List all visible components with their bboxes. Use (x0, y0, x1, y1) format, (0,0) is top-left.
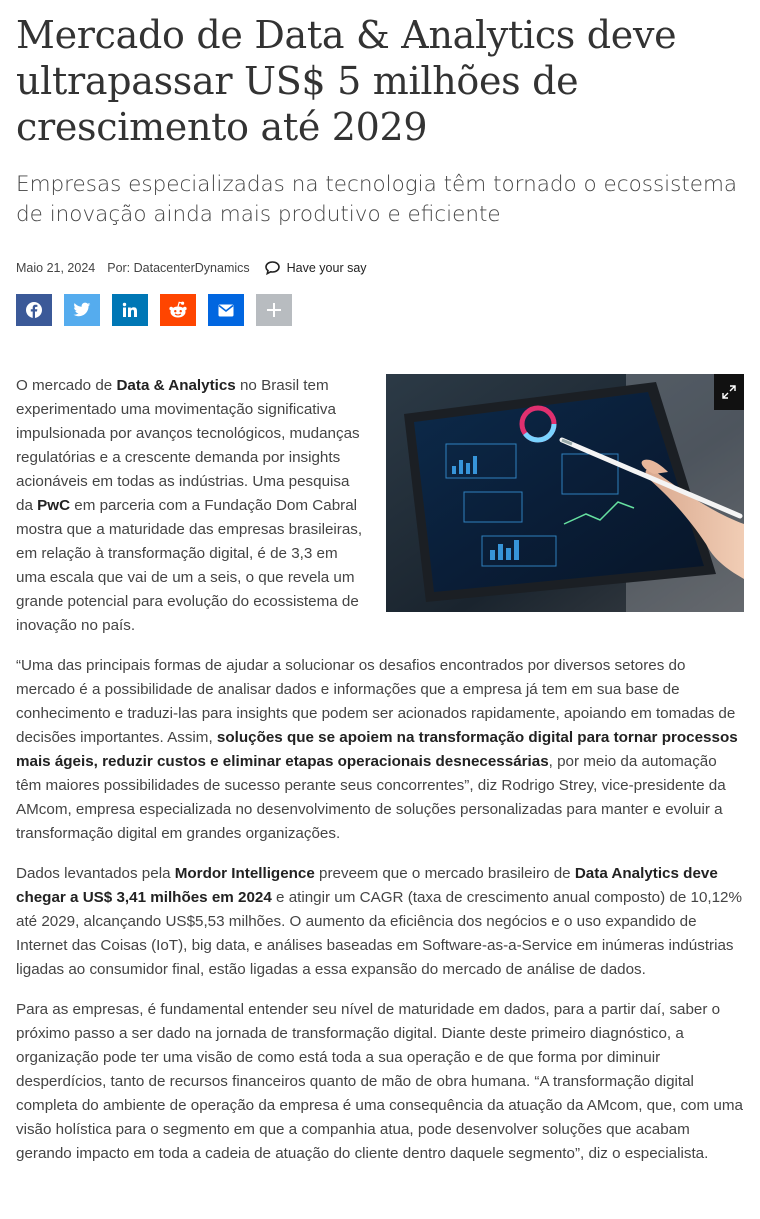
expand-image-button[interactable] (714, 374, 744, 410)
share-email-button[interactable] (208, 294, 244, 326)
share-reddit-button[interactable] (160, 294, 196, 326)
bold-run: Data Analytics deve chegar a US$ 3,41 milhões em 2024 (16, 865, 718, 906)
share-linkedin-button[interactable] (112, 294, 148, 326)
text-run: preveem que o mercado brasileiro de (314, 865, 575, 882)
text-run: O mercado de (16, 377, 117, 394)
bold-run: PwC (37, 497, 71, 514)
comments-label: Have your say (286, 261, 367, 275)
article-subtitle: Empresas especializadas na tecnologia têm tornado o ecossistema de inovação ainda mais produtivo e eficiente (16, 172, 738, 227)
text-run: , por meio da automação têm maiores possibilidades de sucesso perante seus concorrentes”, diz Rodrigo Strey, vice-presidente da AMcom, empresa especializada no desenvolvimento de soluções personalizadas para manter e evoluir a transformação digital em grandes organizações. (16, 753, 726, 842)
text-run: no Brasil tem experimentado uma movimentação significativa impulsionada por avanços tecnológicos, mudanças regulatórias e a crescente demanda por insights acionáveis em todas as indústrias. Uma pesquisa da (16, 377, 360, 514)
tablet-analytics-photo (386, 374, 744, 612)
author-byline: Por: DatacenterDynamics (107, 261, 250, 275)
email-icon (218, 304, 234, 317)
article-container (16, 10, 744, 1166)
share-facebook-button[interactable] (16, 294, 52, 326)
article-title: Mercado de Data & Analytics deve ultrapassar US$ 5 milhões de crescimento até 2029 (16, 13, 677, 149)
share-twitter-button[interactable] (64, 294, 100, 326)
expand-icon (722, 385, 736, 399)
text-run: “Uma das principais formas de ajudar a solucionar os desafios encontrados por diversos setores do mercado é a possibilidade de analisar dados e informações que a empresa já tem em sua base de conhecimento e traduzi-las para insights que podem ser acionados rapidamente, apoiando em tomadas de decisões importantes. Assim, (16, 657, 736, 746)
publish-date: Maio 21, 2024 (16, 261, 96, 275)
more-icon (267, 303, 281, 317)
comment-icon (264, 260, 281, 276)
bold-run: soluções que se apoiem na transformação digital para tornar processos mais ágeis, reduzir custos e eliminar etapas operacionais desnecessárias (16, 729, 738, 770)
facebook-icon (25, 301, 43, 319)
paragraph-3 (16, 862, 744, 982)
article-body (16, 374, 744, 1166)
share-more-button[interactable] (256, 294, 292, 326)
text-run: em parceria com a Fundação Dom Cabral mostra que a maturidade das empresas brasileiras, em relação à transformação digital, é de 3,3 em uma escala que vai de um a seis, o que revela um grande potencial para evolução do ecossistema de inovação no país. (16, 497, 363, 634)
bold-run: Mordor Intelligence (174, 865, 315, 882)
twitter-icon (73, 302, 91, 318)
bold-run: Data & Analytics (116, 377, 236, 394)
linkedin-icon (122, 302, 138, 318)
comments-link[interactable] (264, 260, 367, 276)
text-run: e atingir um CAGR (taxa de crescimento anual composto) de 10,12% até 2029, alcançando US$5,53 milhões. O aumento da eficiência dos negócios e o uso expandido de Internet das Coisas (IoT), big data, e análises baseadas em Software-as-a-Service em inúmeras indústrias ligadas ao consumidor final, estão ligadas a essa expansão do mercado de análise de dados. (16, 889, 743, 978)
article-image (386, 374, 744, 612)
reddit-icon (168, 301, 188, 319)
article-meta (16, 258, 744, 278)
share-bar (16, 294, 744, 326)
paragraph-2 (16, 654, 744, 846)
paragraph-4: Para as empresas, é fundamental entender seu nível de maturidade em dados, para a partir daí, saber o próximo passo a ser dado na jornada de transformação digital. Diante deste primeiro diagnóstico, a organização pode ter uma visão de como está toda a sua operação e de que forma por diminuir desperdícios, tanto de recursos financeiros quanto de mão de obra humana. “A transformação digital completa do ambiente de operação da empresa é uma consequência da atuação da AMcom, que, com uma visão holística para o segmento em que a companhia atua, pode desenvolver soluções que acabam gerando impacto em toda a cadeia de atuação do cliente dentro daquele segmento”, diz o especialista. (16, 1001, 743, 1162)
text-run: Dados levantados pela (16, 865, 175, 882)
